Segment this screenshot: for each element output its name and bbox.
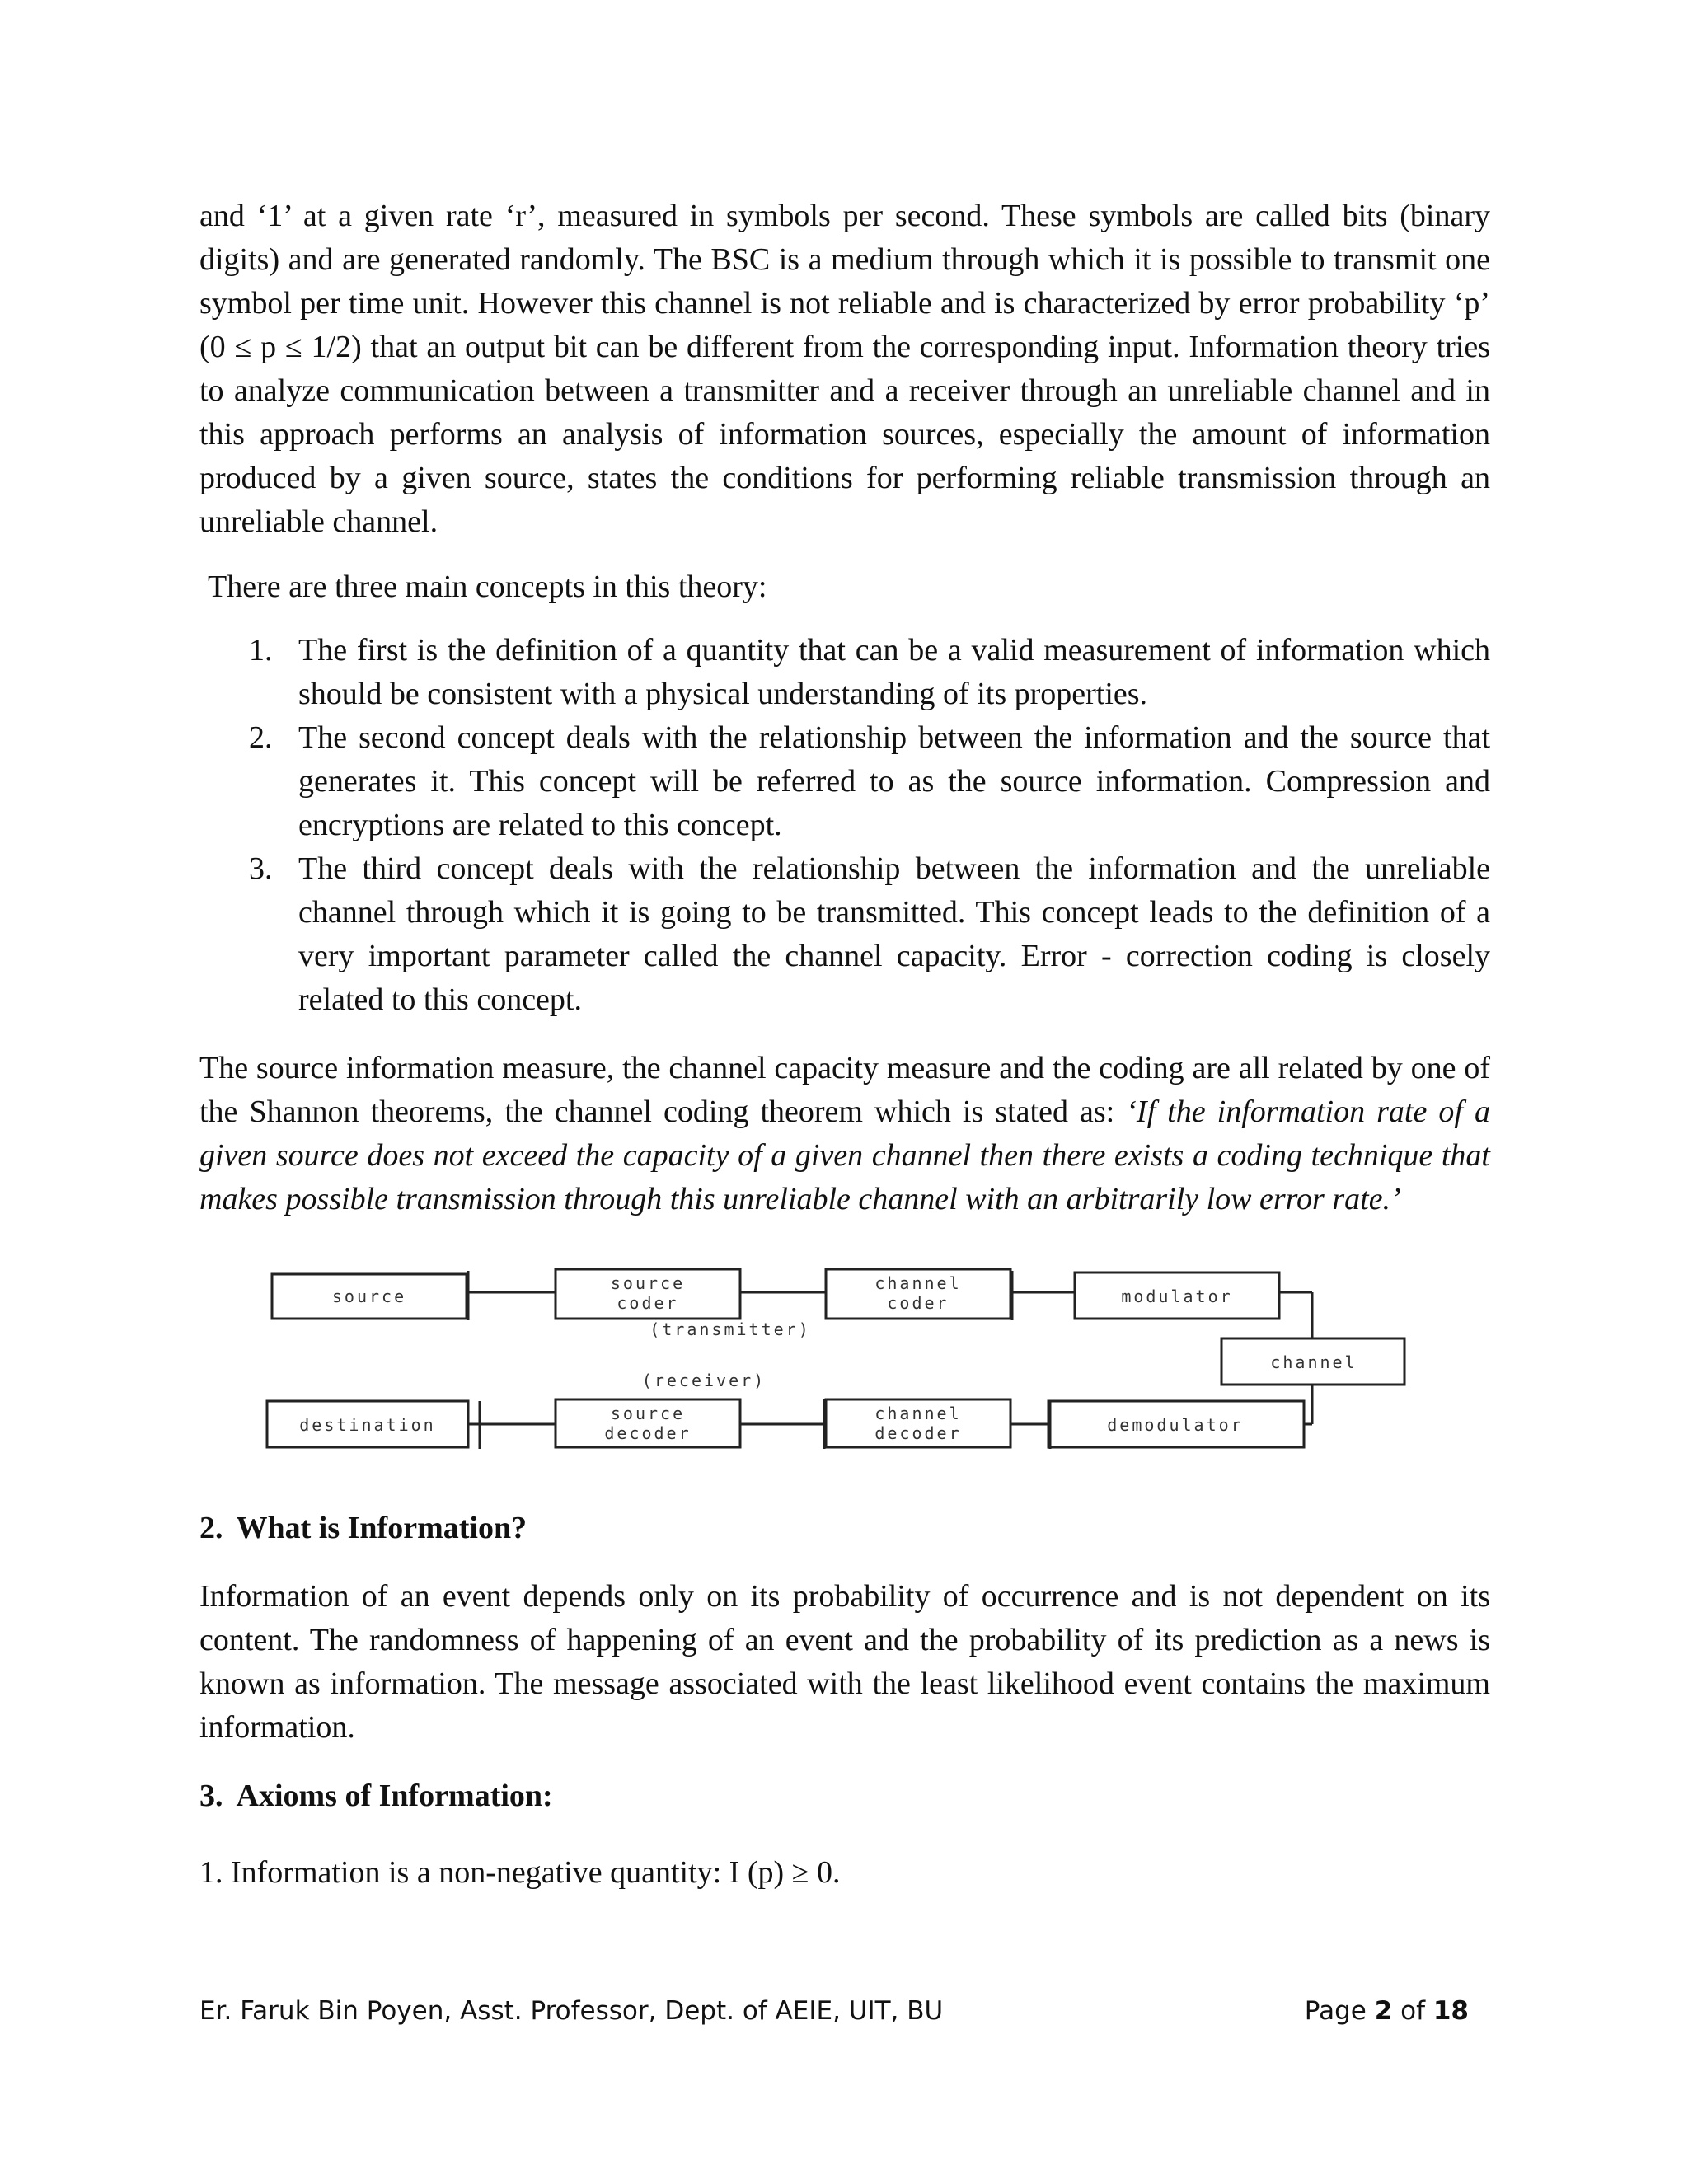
diagram-label: channel <box>874 1404 962 1423</box>
page-prefix: Page <box>1304 1996 1375 2026</box>
diagram-label: destination <box>299 1415 436 1435</box>
page-footer <box>199 1996 1469 2026</box>
diagram-label: modulator <box>1121 1286 1233 1306</box>
shannon-theorem-quote: ‘If the information rate of a given source does not exceed the capacity of a given channel then there exists a coding technique that makes possible transmission through this unreliable channel with an arbitrarily low error rate.’ <box>199 1094 1491 1216</box>
list-item <box>199 716 1490 847</box>
section-title: Axioms of Information: <box>236 1779 553 1813</box>
communication-block-diagram <box>199 1258 1490 1472</box>
diagram-label: channel <box>1270 1352 1357 1372</box>
section-number: 2. <box>199 1511 223 1545</box>
diagram-label: source <box>610 1404 686 1423</box>
page-total: 18 <box>1432 1996 1469 2026</box>
list-number: 1. <box>249 633 273 668</box>
page-number <box>1305 1996 1469 2026</box>
concepts-list <box>199 629 1490 1022</box>
list-number: 3. <box>249 851 273 886</box>
list-item <box>199 629 1490 716</box>
list-text: The third concept deals with the relationship between the information and the unreliable channel through which it is going to be transmitted. This concept leads to the definition of a very important parameter called the channel capacity. Error - correction coding is closely related to this concept. <box>298 851 1490 1017</box>
diagram-label: source <box>331 1286 407 1306</box>
diagram-label: coder <box>887 1293 950 1313</box>
footer-author: Er. Faruk Bin Poyen, Asst. Professor, Dept. of AEIE, UIT, BU <box>199 1996 944 2026</box>
diagram-label: decoder <box>604 1423 692 1443</box>
diagram-label: coder <box>617 1293 679 1313</box>
list-number: 2. <box>249 720 273 755</box>
diagram-label: decoder <box>874 1423 962 1443</box>
page-of: of <box>1392 1996 1433 2026</box>
paragraph-shannon <box>199 1047 1490 1221</box>
diagram-label: demodulator <box>1107 1415 1244 1435</box>
diagram-label: channel <box>874 1273 962 1293</box>
paragraph-bsc: and ‘1’ at a given rate ‘r’, measured in symbols per second. These symbols are called bits (binary digits) and are generated randomly. The BSC is a medium through which it is possible to transmit one symbol per time unit. However this channel is not reliable and is characterized by error probability ‘p’ (0 ≤ p ≤ 1/2) that an output bit can be different from the corresponding input. Information theory tries to analyze communication between a transmitter and a receiver through an unreliable channel and in this approach performs an analysis of information sources, especially the amount of information produced by a given source, states the conditions for performing reliable transmission through an unreliable channel. <box>199 199 1490 539</box>
section-heading-axioms <box>199 1774 1490 1818</box>
concepts-intro: There are three main concepts in this theory: <box>208 569 767 604</box>
shannon-lead: The source information measure, the channel capacity measure and the coding are all related by one of the Shannon theorems, the channel coding theorem which is stated as: <box>199 1051 1490 1129</box>
page-current: 2 <box>1374 1996 1393 2026</box>
axiom-1: 1. Information is a non-negative quantity: I (p) ≥ 0. <box>199 1855 841 1890</box>
section-heading-information <box>199 1507 1490 1550</box>
list-text: The second concept deals with the relationship between the information and the source that generates it. This concept will be referred to as the source information. Compression and encryptions are related to this concept. <box>298 720 1490 842</box>
diagram-label: source <box>610 1273 686 1293</box>
section-number: 3. <box>199 1779 223 1813</box>
receiver-label: (receiver) <box>641 1371 767 1390</box>
section-title: What is Information? <box>236 1511 528 1545</box>
list-item <box>199 847 1490 1022</box>
paragraph-information: Information of an event depends only on its probability of occurrence and is not dependent on its content. The randomness of happening of an event and the probability of its prediction as a news is known as information. The message associated with the least likelihood event contains the maximum information. <box>199 1579 1490 1745</box>
transmitter-label: (transmitter) <box>649 1319 811 1339</box>
list-text: The first is the definition of a quantity that can be a valid measurement of information which should be consistent with a physical understanding of its properties. <box>298 633 1490 711</box>
page-content <box>199 194 1490 1895</box>
